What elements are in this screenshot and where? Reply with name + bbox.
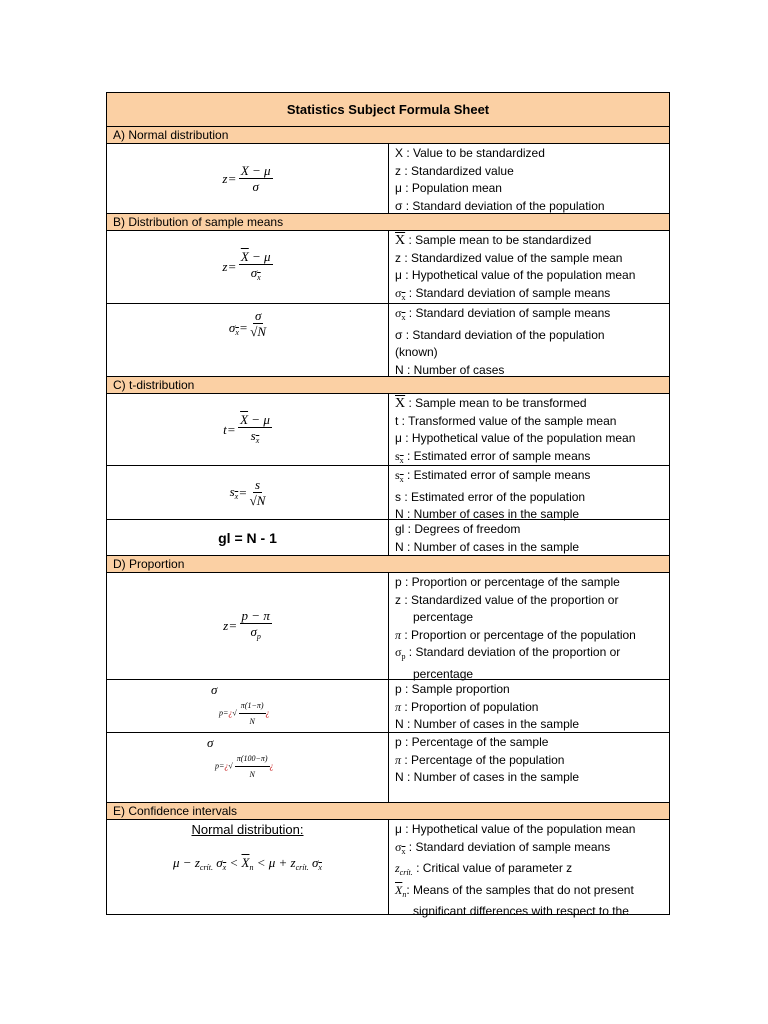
definitions: $\overline{X}$ : Sample mean to be transformed t : Transformed value of the sample mean μ : Hypothetical value of the population mean $s_{\overline{x}}$ : Estimated error of sample means [395, 396, 636, 465]
row-proportion-z [107, 573, 669, 680]
section-e-header: E) Confidence intervals [107, 803, 669, 820]
section-b-header: B) Distribution of sample means [107, 214, 669, 231]
formula-sample-mean-z: z = $\frac{\overline{X} - \mu}{\sigma_{\overline{x}}}$ [107, 231, 389, 303]
row-sample-mean-z [107, 231, 669, 304]
formula-t-score: t = $\frac{\overline{X} - \mu}{s_{\overline{x}}}$ [107, 394, 389, 465]
definitions: $\overline{X}$ : Sample mean to be standardized z : Standardized value of the sample mean μ : Hypothetical value of the population mean $\sigma_{\overline{x}}$ : Standard deviation of sample means [395, 233, 636, 302]
row-normal-z [107, 144, 669, 214]
formula-proportion-sd: σ p=¿√ $\frac{\pi(1-\pi)}{N}$ ¿ [107, 680, 389, 732]
definitions: $s_{\overline{x}}$ : Estimated error of sample means s : Estimated error of the population N : Number of cases in the sample [395, 468, 591, 521]
formula-standard-error: $\sigma_{\overline{x}}$ = $\frac{\sigma}{√N}$ [107, 304, 389, 376]
definitions: p : Percentage of the sample π : Percentage of the population N : Number of cases in the sample [395, 735, 580, 784]
row-percentage-sd [107, 733, 669, 803]
section-a-header: A) Normal distribution [107, 127, 669, 144]
definitions: μ : Hypothetical value of the population mean $\sigma_{\overline{x}}$ : Standard deviation of sample means $z_{crít.}$ : Critical value of parameter z $\overline{X}_n$: Means of the samples that do not present significant differences with respect to the [395, 822, 636, 918]
row-standard-error [107, 304, 669, 377]
row-confidence-interval [107, 820, 669, 918]
formula-degrees-of-freedom: gl = N - 1 [107, 520, 389, 555]
row-degrees-of-freedom [107, 520, 669, 556]
definitions: X : Value to be standardized z : Standardized value μ : Population mean σ : Standard deviation of the population [395, 146, 605, 213]
formula-z-score: z = $\frac{X - \mu}{\sigma}$ [107, 144, 389, 213]
definitions: p : Sample proportion π : Proportion of population N : Number of cases in the sample [395, 682, 580, 731]
definitions: p : Proportion or percentage of the sample z : Standardized value of the proportion or percentage π : Proportion or percentage of the population $\sigma_p$ : Standard deviation of the proportion or percentage [395, 575, 636, 681]
row-estimated-error [107, 466, 669, 520]
formula-estimated-error: $s_{\overline{x}}$ = $\frac{s}{√N}$ [107, 466, 389, 519]
section-c-header: C) t-distribution [107, 377, 669, 394]
formula-proportion-z: z = $\frac{p - \pi}{\sigma_p}$ [107, 573, 389, 679]
section-d-header: D) Proportion [107, 556, 669, 573]
definitions: $\sigma_{\overline{x}}$ : Standard deviation of sample means σ : Standard deviation of the population (known) N : Number of cases [395, 306, 611, 377]
definitions: gl : Degrees of freedom N : Number of cases in the sample [395, 522, 580, 554]
sheet-title: Statistics Subject Formula Sheet [107, 93, 669, 127]
formula-confidence-interval: Normal distribution: $\mu - z_{crít.}$ $\sigma_{\overline{x}} < \overline{X}_n < \mu + z_{crít.}$ $\sigma_{\overline{x}}$ [107, 820, 389, 914]
formula-percentage-sd: σ p=¿√ $\frac{\pi(100-\pi)}{N}$ ¿ [107, 733, 389, 802]
formula-sheet-table [106, 92, 670, 918]
row-proportion-sd [107, 680, 669, 733]
row-t-score [107, 394, 669, 466]
